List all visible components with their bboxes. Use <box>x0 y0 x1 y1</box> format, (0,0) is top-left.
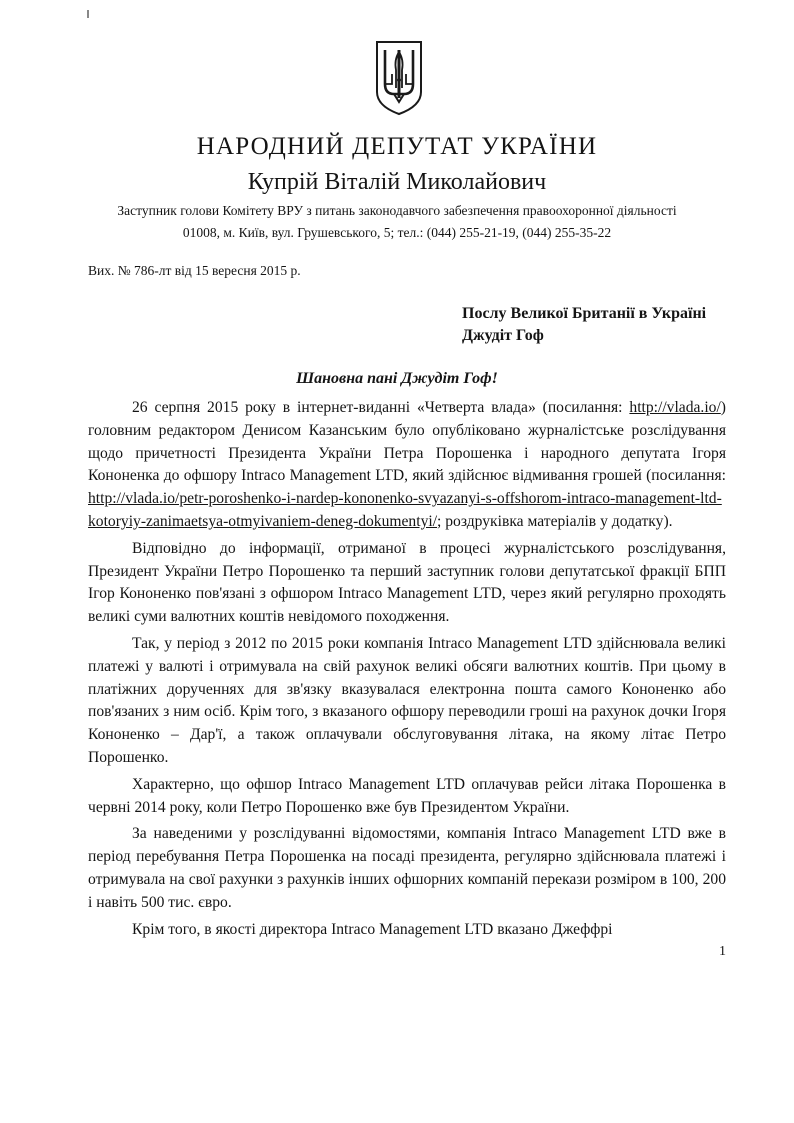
paragraph-1: 26 серпня 2015 року в інтернет-виданні «Четверта влада» (посилання: http://vlada.io/) головним редактором Денисом Казанським було опубліковано журналістське розслідування щодо причетності Президента України Петра Порошенка і народного депутата Ігоря Кононенка до офшору Intraco Management LTD, який здійснює відмивання грошей (посилання: http://vlada.io/petr-poroshenko-i-nardep-kononenko-svyazanyi-s-offshorom-intraco-management-ltd-kotoryiy-zanimaetsya-otmyivaniem-deneg-dokumentyi/; роздруківка матеріалів у додатку). <box>88 399 726 530</box>
trident-emblem-icon <box>374 40 424 116</box>
paragraph-6: Крім того, в якості директора Intraco Management LTD вказано Джеффрі <box>132 920 613 938</box>
outgoing-reference: Вих. № 786-лт від 15 вересня 2015 р. <box>88 263 301 278</box>
paragraph-3: Так, у період з 2012 по 2015 роки компанія Intraco Management LTD здійснювала великі платежі у валюті і отримувала на свій рахунок великі обсяги валютних коштів. При цьому в платіжних дорученнях для зв'язку вказувалася електронна пошта самого Кононенко або пов'язаних з ним осіб. Крім того, з вказаного офшору переводили гроші на рахунок дочки Ігоря Кононенко – Дар'ї, а також оплачували обслуговування літака, на якому літає Петро Порошенко. <box>88 634 726 766</box>
article-link[interactable]: http://vlada.io/petr-poroshenko-i-nardep-kononenko-svyazanyi-s-offshorom-intraco-management-ltd-kotoryiy-zanimaetsya-otmyivaniem-deneg-dokumentyi/ <box>88 490 722 530</box>
deputy-name: Купрій Віталій Миколайович <box>247 169 547 195</box>
contact-address: 01008, м. Київ, вул. Грушевського, 5; тел.: (044) 255-21-19, (044) 255-35-22 <box>182 225 612 240</box>
vlada-link[interactable]: http://vlada.io/ <box>629 399 721 416</box>
scan-mark <box>87 10 89 18</box>
deputy-position: Заступник голови Комітету ВРУ з питань законодавчого забезпечення правоохоронної діяльності <box>117 203 677 218</box>
recipient-line-1: Послу Великої Британії в Україні <box>462 305 707 322</box>
paragraph-5: За наведеними у розслідуванні відомостями, компанія Intraco Management LTD вже в період перебування Петра Порошенка на посаді президента, регулярно здійснювала платежі і отримувала на свої рахунки з рахунків інших офшорних компаній перекази розміром в 100, 200 і навіть 500 тис. євро. <box>88 825 726 911</box>
paragraph-4: Характерно, що офшор Intraco Management LTD оплачував рейси літака Порошенка в червні 2014 року, коли Петро Порошенко вже був Президентом України. <box>88 775 726 816</box>
letter-body <box>88 397 726 945</box>
page-number: 1 <box>719 944 726 959</box>
recipient-line-2: Джудіт Гоф <box>462 327 544 344</box>
paragraph-2: Відповідно до інформації, отриманої в процесі журналістського розслідування, Президент України Петро Порошенко та перший заступник голови депутатської фракції БПП Ігор Кононенко пов'язані з офшором Intraco Management LTD, через який регулярно проходять великі суми валютних коштів невідомого походження. <box>88 539 726 626</box>
header-title: НАРОДНИЙ ДЕПУТАТ УКРАЇНИ <box>196 133 598 160</box>
salutation: Шановна пані Джудіт Гоф! <box>296 370 498 387</box>
